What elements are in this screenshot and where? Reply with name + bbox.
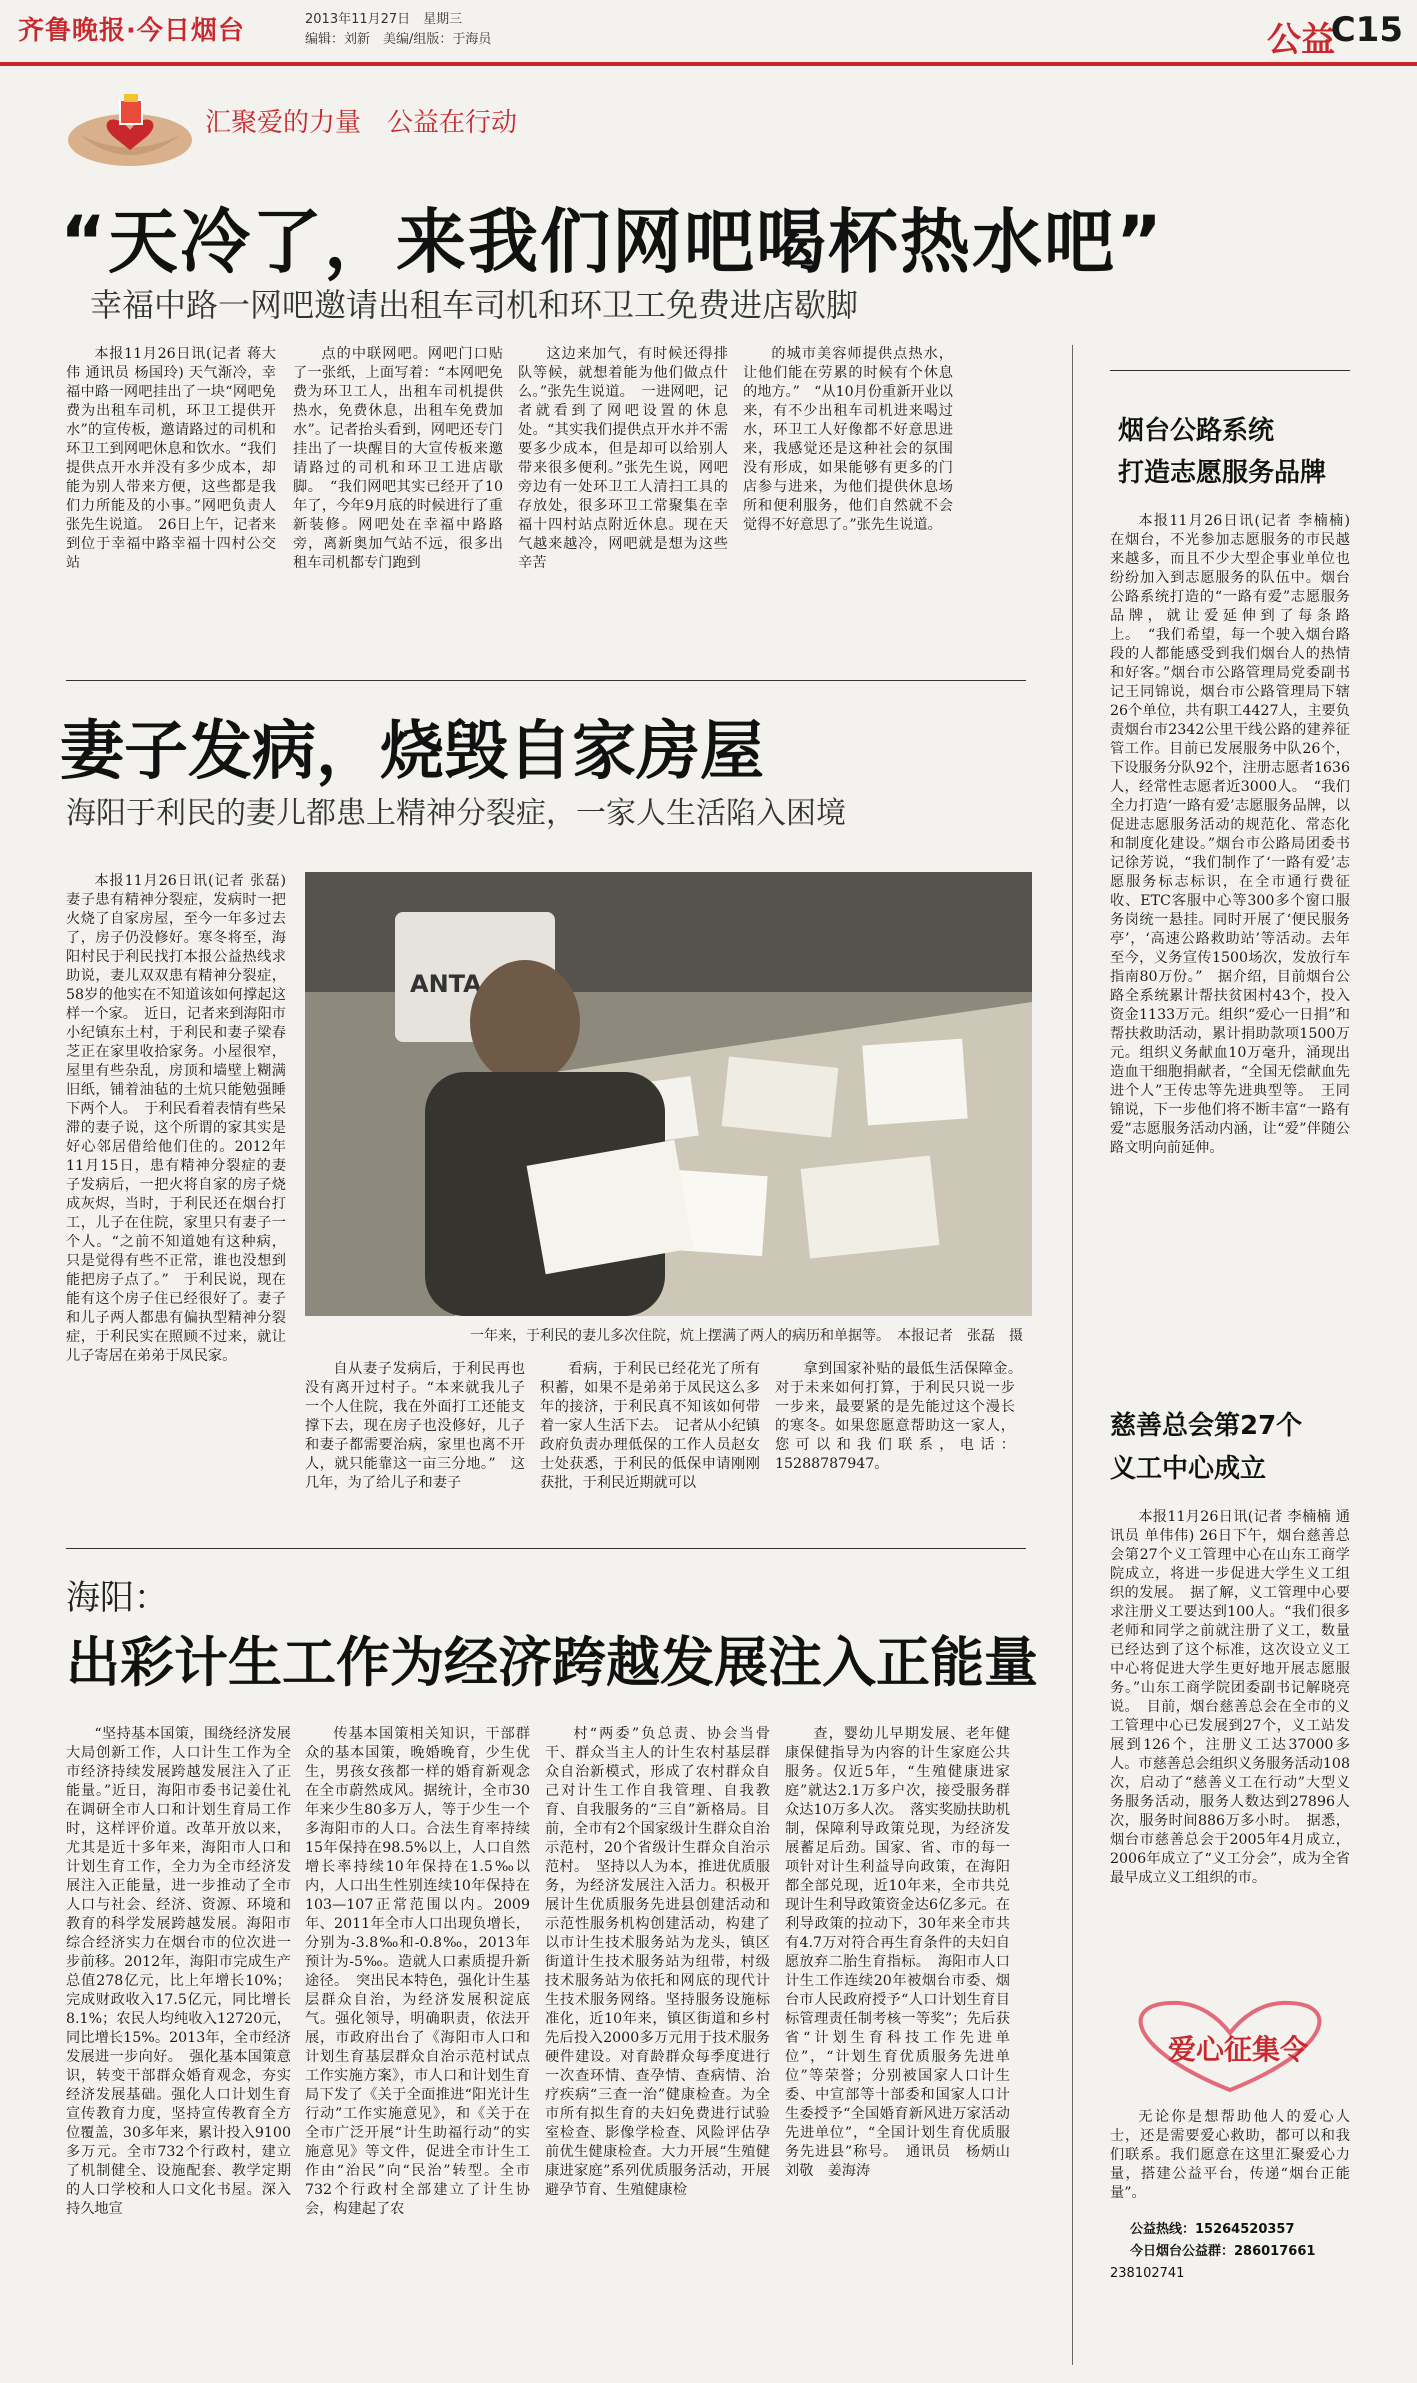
- article1-text-3: 这边来加气，有时候还得排队等候，就想着能为他们做点什么。”张先生说道。 一进网吧，记者就看到了网吧设置的休息处。“其实我们提供点开水并不需要多少成本，但是却可以给别人带来很多便利。”张先生说，网吧旁边有一处环卫工人清扫工具的存放处，很多环卫工常聚集在幸福十四村站点附近休息。现在天气越来越冷，网吧就是想为这些辛苦: [518, 346, 728, 571]
- article1-headline: “天冷了，来我们网吧喝杯热水吧”: [60, 201, 1165, 283]
- header-rule: [0, 62, 1417, 66]
- article3-column-4: [785, 1725, 1025, 2370]
- article2-left-text: 本报11月26日讯(记者 张磊) 妻子患有精神分裂症，发病时一把火烧了自家房屋，至今一年多过去了，房子仍没修好。寒冬将至，海阳村民于利民找打本报公益热线求助说，妻儿双双患有精神分裂症，58岁的他实在不知道该如何撑起这样一个家。 近日，记者来到海阳市小纪镇东土村，于利民和妻子梁春芝正在家里收拾家务。小屋很窄，屋里有些杂乱，房顶和墙壁上糊满旧纸，铺着油毡的土炕只能勉强睡下两个人。 于利民看着表情有些呆滞的妻子说，这个所谓的家其实是好心邻居借给他们住的。2012年11月15日，患有精神分裂症的妻子发病后，一把火将自家的房子烧成灰烬，当时，于利民还在烟台打工，儿子在住院，家里只有妻子一个人。“之前不知道她有这种病，只是觉得有些不正常，谁也没想到能把房子点了。” 于利民说，现在能有这个房子住已经很好了。妻子和儿子两人都患有偏执型精神分裂症，于利民实在照顾不过来，就让儿子寄居在弟弟于凤民家。: [66, 873, 286, 1364]
- page-code: 238102741: [1110, 2266, 1185, 2281]
- article2-text-4: 拿到国家补贴的最低生活保障金。 对于未来如何打算，于利民只说一步一步来，最要紧的是先能过这个漫长的寒冬。如果您愿意帮助这一家人，您可以和我们联系，电话：15288787947。: [775, 1361, 1030, 1472]
- article2-column-4: [775, 1360, 1030, 1535]
- article3-column-3: [545, 1725, 770, 2370]
- sidebar-story2-title-line1: 慈善总会第27个: [1110, 1411, 1303, 1441]
- article3-kicker: 海阳：: [66, 1578, 168, 1618]
- issue-date: 2013年11月27日 星期三: [305, 12, 463, 27]
- notice-text: 无论你是想帮助他人的爱心人士，还是需要爱心救助，都可以和我们联系。我们愿意在这里汇聚爱心力量，搭建公益平台，传递“烟台正能量”。: [1110, 2109, 1350, 2201]
- notice-group: 今日烟台公益群：286017661: [1130, 2244, 1316, 2259]
- newspaper-masthead: 齐鲁晚报·今日烟台: [18, 16, 245, 46]
- svg-text:ANTA: ANTA: [410, 970, 482, 998]
- charity-hands-logo: [60, 80, 200, 170]
- sidebar-story2-text: 本报11月26日讯(记者 李楠楠 通讯员 单伟伟) 26日下午，烟台慈善总会第27个义工管理中心在山东工商学院成立，将进一步促进大学生义工组织的发展。 据了解，义工管理中心要求注册义工要达到100人。“我们很多老师和同学之前就注册了义工，数量已经达到了这个标准，这次设立义工中心将促进大学生更好地开展志愿服务。”山东工商学院团委副书记解晓亮说。 目前，烟台慈善总会在全市的义工管理中心已发展到27个，义工站发展到126个，注册义工达37000多人。市慈善总会组织义务服务活动108次，启动了“慈善义工在行动”大型义务服务活动，服务人数达到27896人次，服务时间886万多小时。 据悉，烟台市慈善总会于2005年4月成立，2006年成立了“义工分会”，成为全省最早成立义工组织的市。: [1110, 1509, 1350, 1886]
- article1-text-2: 点的中联网吧。网吧门口贴了一张纸，上面写着：“本网吧免费为环卫工人，出租车司机提供热水，免费休息，出租车免费加水”。记者抬头看到，网吧还专门挂出了一块醒目的大宣传板来邀请路过的司机和环卫工进店歇脚。 “我们网吧其实已经开了10年了，今年9月底的时候进行了重新装修。网吧处在幸福中路路旁，离新奥加气站不远，很多出租车司机都专门跑到: [293, 346, 503, 571]
- article3-headline: 出彩计生工作为经济跨越发展注入正能量: [66, 1631, 1038, 1694]
- article3-column-1: [66, 1725, 291, 2370]
- article1-column-3: [518, 345, 728, 675]
- sidebar-story1-title-line1: 烟台公路系统: [1118, 416, 1275, 446]
- article3-text-1: “坚持基本国策，围绕经济发展大局创新工作，人口计生工作为全市经济持续发展跨越发展注入了正能量。”近日，海阳市委书记姜仕礼在调研全市人口和计划生育局工作时，这样评价道。改革开放以来，尤其是近十多年来，海阳市人口和计划生育工作，全力为全市经济发展注入正能量，进一步推动了全市人口与社会、经济、资源、环境和教育的科学发展跨越发展。海阳市综合经济实力在烟台市的位次进一步前移。2012年，海阳市完成生产总值278亿元，比上年增长10%；完成财政收入17.5亿元，同比增长8.1%；农民人均纯收入12720元，同比增长15%。2013年，全市经济发展进一步向好。 强化基本国策意识，转变干部群众婚育观念，夯实经济发展基础。强化人口计划生育宣传教育力度，坚持宣传教育全方位覆盖，30多年来，累计投入9100多万元。全市732个行政村，建立了机制健全、设施配套、教学定期的人口学校和人口文化书屋。深入持久地宣: [66, 1726, 291, 2217]
- article2-text-2: 自从妻子发病后，于利民再也没有离开过村子。“本来就我儿子一个人住院，我在外面打工还能支撑下去，现在房子也没修好，儿子和妻子都需要治病，家里也离不开人，就只能靠这一亩三分地。” 这几年，为了给儿子和妻子: [305, 1361, 525, 1491]
- editor-credits: 编辑：刘新 美编/组版：于海员: [305, 32, 492, 47]
- sidebar-story1-body: [1110, 512, 1350, 1337]
- notice-hotline: 公益热线：15264520357: [1130, 2222, 1295, 2237]
- photo-caption: 一年来，于利民的妻儿多次住院，炕上摆满了两人的病历和单据等。 本报记者 张磊 摄: [470, 1328, 1023, 1344]
- notice-title: 爱心征集令: [1168, 2033, 1309, 2066]
- article1-column-1: [66, 345, 276, 675]
- article1-subheadline: 幸福中路一网吧邀请出租车司机和环卫工免费进店歇脚: [90, 286, 859, 324]
- article3-text-4: 查，婴幼儿早期发展、老年健康保健指导为内容的计生家庭公共服务。仅近5年，“生殖健康进家庭”就达2.1万多户次，接受服务群众达10万多人次。 落实奖励扶助机制，保障利导政策兑现，为经济发展蓄足后劲。国家、省、市的每一项针对计生利益导向政策，在海阳都全部兑现，近10年来，全市共兑现计生利导政策资金达6亿多元。在利导政策的拉动下，30年来全市共有4.7万对符合再生育条件的夫妇自愿放弃二胎生育指标。 海阳市人口计生工作连续20年被烟台市委、烟台市人民政府授予“人口计划生育目标管理责任制考核一等奖”；先后获省“计划生育科技工作先进单位”，“计划生育优质服务先进单位”等荣誉；分别被国家人口计生委、中宣部等十部委和国家人口计生委授予“全国婚育新风进万家活动先进单位”，“全国计划生育优质服务先进县”称号。 通讯员 杨炳山 刘敬 姜海涛: [785, 1726, 1025, 2179]
- article1-column-4: [743, 345, 953, 675]
- sidebar-story2-body: [1110, 1508, 1350, 1978]
- issue-meta: [305, 10, 491, 50]
- banner-slogan: 汇聚爱的力量 公益在行动: [205, 108, 518, 138]
- news-photo: [305, 872, 1032, 1316]
- sidebar-story1-text: 本报11月26日讯(记者 李楠楠) 在烟台，不光参加志愿服务的市民越来越多，而且不少大型企事业单位也纷纷加入到志愿服务的队伍中。烟台公路系统打造的“一路有爱”志愿服务品牌，就让爱延伸到了每条路上。 “我们希望，每一个驶入烟台路段的人都能感受到我们烟台人的热情和好客。”烟台市公路管理局党委副书记王同锦说，烟台市公路管理局下辖26个单位，共有职工4427人，主要负责烟台市2342公里干线公路的建养征管工作。目前已发展服务中队26个，下设服务分队92个，注册志愿者1636人，经常性志愿者近3000人。 “我们全力打造‘一路有爱’志愿服务品牌，以促进志愿服务活动的规范化、常态化和制度化建设。”烟台市公路局团委书记徐芳说，“我们制作了‘一路有爱’志愿服务标志标识，在全市通行费征收、ETC客服中心等300多个窗口服务岗统一悬挂。同时开展了‘便民服务亭’，‘高速公路救助站’等活动。去年至今，义务宣传1500场次，发放行车指南80万份。” 据介绍，目前烟台公路全系统累计帮扶贫困村43个，投入资金1133万元。组织“爱心一日捐”和帮扶救助活动，累计捐助款项1500万元。组织义务献血10万毫升，涌现出造血干细胞捐献者，“全国无偿献血先进个人”王传忠等先进典型等。 王同锦说，下一步他们将不断丰富“一路有爱”志愿服务活动内涵，让“爱”伴随公路文明向前延伸。: [1110, 513, 1350, 1156]
- article1-text-1: 本报11月26日讯(记者 蒋大伟 通讯员 杨国玲) 天气渐冷，幸福中路一网吧挂出了一块“网吧免费为出租车司机，环卫工提供开水”的宣传板，邀请路过的司机和环卫工到网吧休息和饮水。“我们提供点开水并没有多少成本，却能为别人带来方便，这些都是我们力所能及的小事。”网吧负责人张先生说道。 26日上午，记者来到位于幸福中路幸福十四村公交站: [66, 346, 276, 571]
- notice-body: [1110, 2108, 1350, 2208]
- article2-subheadline: 海阳于利民的妻儿都患上精神分裂症，一家人生活陷入困境: [66, 796, 846, 831]
- article3-text-3: 村“两委”负总责、协会当骨干、群众当主人的计生农村基层群众自治新模式，形成了农村群众自己对计生工作自我管理、自我教育、自我服务的“三自”新格局。目前，全市有2个国家级计生群众自治示范村，20个省级计生群众自治示范村。 坚持以人为本，推进优质服务，为经济发展注入活力。积极开展计生优质服务先进县创建活动和示范性服务机构创建活动，构建了以市计生技术服务站为龙头，镇区街道计生技术服务站为纽带，村级技术服务站为依托和网底的现代计生技术服务网络。坚持服务设施标准化，近10年来，镇区街道和乡村先后投入2000多万元用于技术服务硬件建设。对育龄群众每季度进行一次查环情、查孕情、查病情、治疗疾病“三查一治”健康检查。为全市所有拟生育的夫妇免费进行试验室检查、影像学检查、风险评估孕前优生健康检查。大力开展“生殖健康进家庭”系列优质服务活动，开展避孕节育、生殖健康检: [545, 1726, 770, 2198]
- divider: [66, 680, 1026, 681]
- divider: [66, 1548, 1026, 1549]
- article1-column-2: [293, 345, 503, 675]
- sidebar-top-rule: [1110, 370, 1350, 371]
- sidebar-story2-title-line2: 义工中心成立: [1110, 1454, 1267, 1484]
- article2-text-3: 看病，于利民已经花光了所有积蓄，如果不是弟弟于凤民这么多年的接济，于利民真不知该如何带着一家人生活下去。 记者从小纪镇政府负责办理低保的工作人员赵女士处获悉，于利民的低保申请刚刚获批，于利民近期就可以: [540, 1361, 760, 1491]
- article3-column-2: [305, 1725, 530, 2370]
- article3-text-2: 传基本国策相关知识，干部群众的基本国策，晚婚晚育，少生优生，男孩女孩都一样的婚育新观念在全市蔚然成风。据统计，全市30年来少生80多万人，等于少生一个多海阳市的人口。合法生育率持续15年保持在98.5%以上，人口自然增长率持续10年保持在1.5‰以内，人口出生性别连续10年保持在103—107正常范围以内。2009年、2011年全市人口出现负增长，分别为-3.8‰和-0.8‰，2013年预计为-5‰。造就人口素质提升新途径。 突出民本特色，强化计生基层群众自治，为经济发展积淀底气。强化领导，明确职责，依法开展，市政府出台了《海阳市人口和计划生育基层群众自治示范村试点工作实施方案》，市人口和计划生育局下发了《关于全面推进“阳光计生行动”工作实施意见》，和《关于在全市广泛开展“计生助福行动”的实施意见》等文件，促进全市计生工作由“治民”向“民治”转型。全市732个行政村全部建立了计生协会，构建起了农: [305, 1726, 530, 2217]
- article2-column-2: [305, 1360, 525, 1535]
- sidebar-story1-title-line2: 打造志愿服务品牌: [1118, 458, 1327, 488]
- article2-left-column: [66, 872, 286, 1527]
- page-number: C15: [1330, 10, 1403, 50]
- sidebar-divider: [1072, 345, 1073, 2365]
- article1-text-4: 的城市美容师提供点热水，让他们能在劳累的时候有个休息的地方。” “从10月份重新开业以来，有不少出租车司机进来喝过水，环卫工人好像都不好意思进来，我感觉还是这种社会的氛围没有形成，如果能够有更多的门店参与进来，为他们提供休息场所和便利服务，他们自然就不会觉得不好意思了。”张先生说道。: [743, 346, 953, 533]
- section-name: 公益: [1267, 20, 1335, 60]
- article2-column-3: [540, 1360, 760, 1535]
- article2-headline: 妻子发病，烧毁自家房屋: [60, 715, 764, 789]
